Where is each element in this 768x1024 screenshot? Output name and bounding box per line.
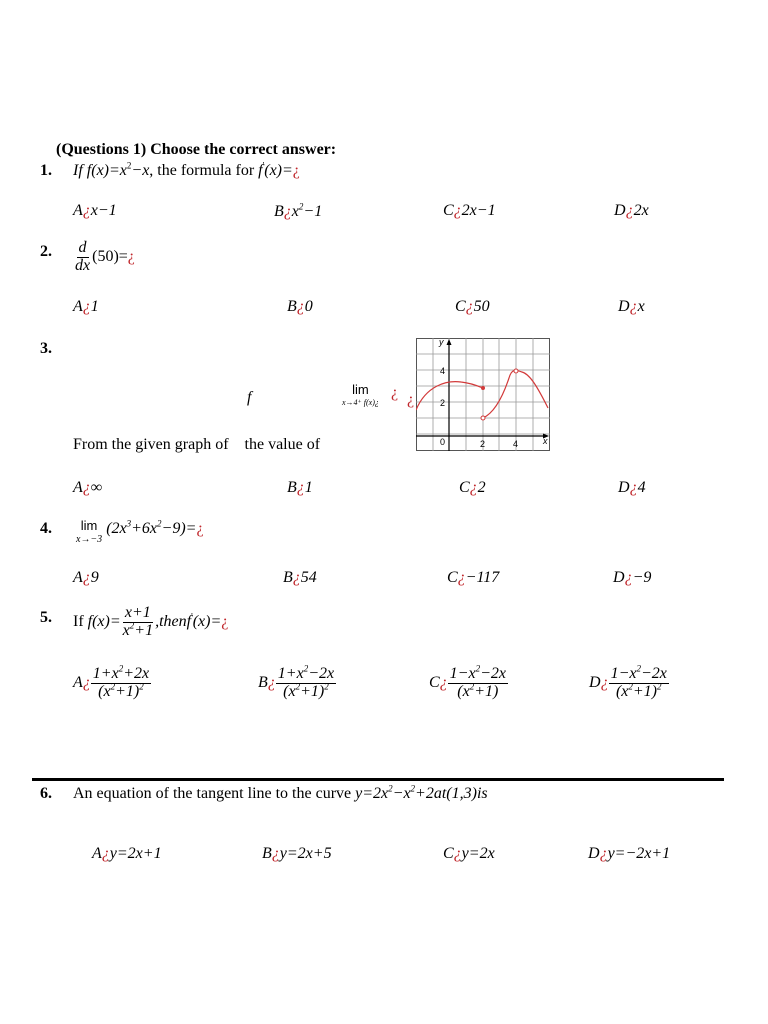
x-axis-label: x [543, 436, 548, 446]
q4-choice-c[interactable]: C¿−117 [447, 569, 500, 586]
y-tick-4: 4 [440, 366, 446, 376]
q3-choice-b[interactable]: B¿1 [287, 479, 313, 496]
q6-choice-b[interactable]: B¿y=2x+5 [262, 845, 332, 862]
q2-choice-d[interactable]: D¿x [618, 298, 645, 315]
x-tick-2: 2 [480, 439, 486, 449]
question-5-number: 5. [40, 609, 52, 626]
limit-expression: lim x→4⁺ f(x)¿ [342, 382, 379, 407]
question-2-text: $\frac{d}{dx}$ (50)=¿ [75, 239, 135, 274]
closed-dot [481, 386, 485, 390]
q6-choice-d[interactable]: D¿y=−2x+1 [588, 845, 671, 862]
q2-choice-c[interactable]: C¿50 [455, 298, 490, 315]
section-header: (Questions 1) Choose the correct answer: [56, 141, 337, 158]
q1-choice-a[interactable]: A¿x−1 [73, 202, 117, 219]
q4-choice-d[interactable]: D¿−9 [613, 569, 652, 586]
question-2-number: 2. [40, 243, 52, 260]
question-4-text: lim x→−3 $(2x^3+6x^2-9)=¿$ [76, 518, 204, 545]
function-f-label: f [247, 389, 252, 406]
q1-choice-d[interactable]: D¿2x [614, 202, 649, 219]
q6-choice-c[interactable]: C¿y=2x [443, 845, 495, 862]
y-tick-2: 2 [440, 398, 446, 408]
question-1-text: If $f(x)=x^2-x$, the formula for f'(x)=¿ [73, 160, 300, 179]
q3-qmark-a: ¿ [391, 384, 399, 401]
question-6-text: An equation of the tangent line to the curve $y=2x^2-x^2+2at(1,3)is$ [73, 783, 488, 802]
origin-label: 0 [440, 437, 446, 447]
x-tick-4: 4 [513, 439, 519, 449]
question-5-text: If f(x)= $\frac{x+1}{x^2+1}$ ,thenf'(x)=¿ [73, 604, 229, 639]
q3-qmark-b: ¿ [407, 391, 415, 408]
open-dot-high [514, 369, 518, 373]
q3-choice-d[interactable]: D¿4 [618, 479, 646, 496]
section-divider [32, 778, 724, 781]
q5-choice-a[interactable]: A¿ $\frac{1+x^2+2x}{(x^2+1)^2}$ [73, 663, 150, 700]
q2-choice-b[interactable]: B¿0 [287, 298, 313, 315]
q5-choice-b[interactable]: B¿ $\frac{1+x^2-2x}{(x^2+1)^2}$ [258, 663, 335, 700]
q3-choice-c[interactable]: C¿2 [459, 479, 486, 496]
function-graph [416, 338, 550, 451]
open-dot-low [481, 416, 485, 420]
derivative-fraction: $\frac{d}{dx}$ [75, 239, 91, 274]
question-4-number: 4. [40, 520, 52, 537]
q1-choice-b[interactable]: $B¿x^2-1$ [274, 201, 323, 220]
q1-choice-c[interactable]: C¿2x−1 [443, 202, 496, 219]
q5-choice-c[interactable]: C¿ $\frac{1-x^2-2x}{(x^2+1)}$ [429, 663, 506, 700]
y-axis-label: y [439, 338, 444, 347]
question-6-number: 6. [40, 785, 52, 802]
q6-choice-a[interactable]: A¿y=2x+1 [92, 845, 162, 862]
q5-choice-d[interactable]: D¿ $\frac{1-x^2-2x}{(x^2+1)^2}$ [589, 663, 667, 700]
q2-choice-a[interactable]: A¿1 [73, 298, 99, 315]
question-3-text: From the given graph of the value of [73, 436, 321, 453]
q4-choice-b[interactable]: B¿54 [283, 569, 317, 586]
q3-choice-a[interactable]: A¿∞ [73, 479, 103, 496]
question-1-number: 1. [40, 162, 52, 179]
question-3-number: 3. [40, 340, 52, 357]
q4-choice-a[interactable]: A¿9 [73, 569, 99, 586]
